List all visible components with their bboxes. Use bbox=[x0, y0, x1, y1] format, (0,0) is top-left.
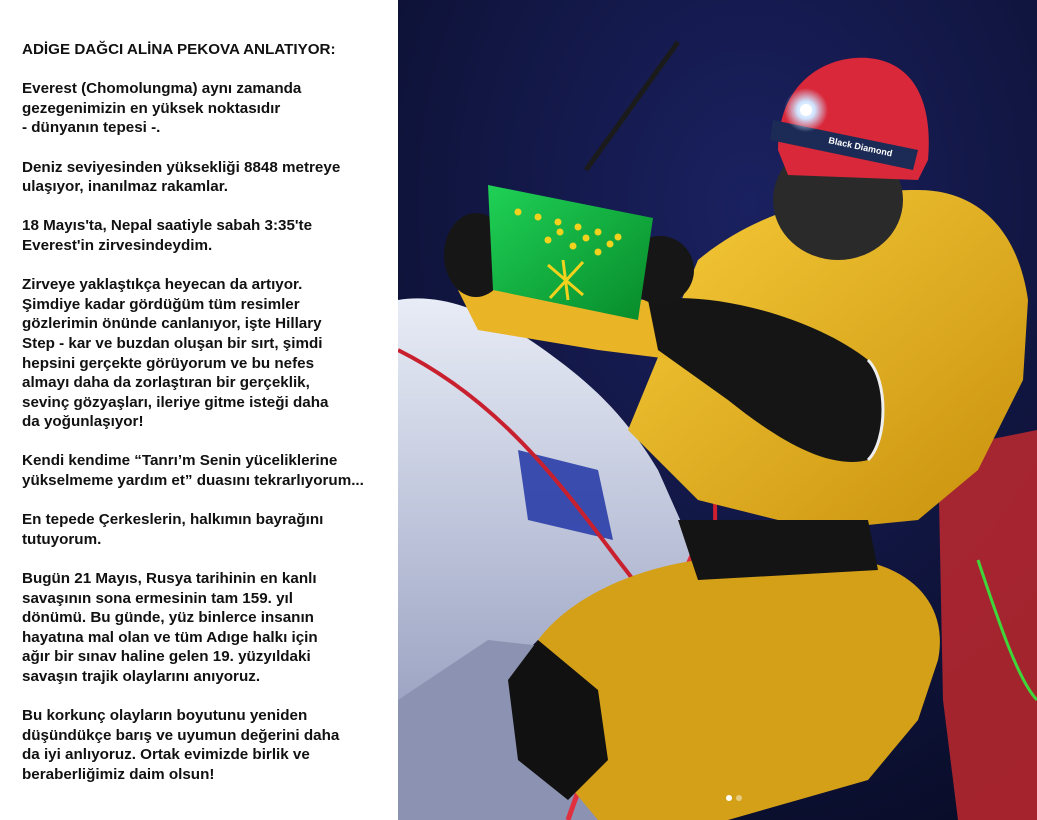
post-text-panel bbox=[0, 0, 398, 820]
post-paragraph: Deniz seviyesinden yüksekliği 8848 metreye ulaşıyor, inanılmaz rakamlar. bbox=[22, 158, 341, 196]
carousel-indicator[interactable] bbox=[726, 795, 742, 801]
post-paragraph: Kendi kendime “Tanrı’m Senin yüceliklerine yükselmeme yardım et” duasını tekrarlıyorum... bbox=[22, 452, 364, 490]
summit-photo[interactable] bbox=[398, 0, 1037, 820]
carousel-dot-1[interactable] bbox=[726, 795, 732, 801]
summit-illustration bbox=[398, 0, 1037, 820]
post-paragraph: 18 Mayıs'ta, Nepal saatiyle sabah 3:35'te Everest'in zirvesindeydim. bbox=[22, 217, 313, 254]
post-heading: ADİGE DAĞCI ALİNA PEKOVA ANLATIYOR: bbox=[22, 41, 336, 58]
headlamp-brand-label: Black Diamond bbox=[827, 135, 894, 159]
headlamp-bulb bbox=[800, 104, 812, 116]
post-paragraph: Bugün 21 Mayıs, Rusya tarihinin en kanlı savaşının sona ermesinin tam 159. yıl dönümü. Bu günde, yüz binlerce insanın hayatına mal olan ve tüm Adıge halkı için ağır bir sınav haline gelen 19. yüzyıldaki savaşın trajik olaylarını anıyoruz. bbox=[22, 570, 318, 685]
post-paragraph: Everest (Chomolungma) aynı zamanda gezegenimizin en yüksek noktasıdır - dünyanın tepesi -. bbox=[22, 80, 302, 137]
post-paragraph: Zirveye yaklaştıkça heyecan da artıyor. Şimdiye kadar gördüğüm tüm resimler gözlerimin önünde canlanıyor, işte Hillary Step - kar ve buzdan oluşan bir sırt, şimdi hepsini gerçekte görüyorum ve bu nefes almayı daha da zorlaştıran bir gerçeklik, sevinç gözyaşları, ileriye gitme isteği daha da yoğunlaşıyor! bbox=[22, 276, 329, 431]
harness bbox=[678, 520, 878, 580]
carousel-dot-2[interactable] bbox=[736, 795, 742, 801]
post-paragraph: Bu korkunç olayların boyutunu yeniden düşündükçe barış ve uyumun değerini daha da iyi anlıyoruz. Ortak evimizde birlik ve beraberliğimiz daim olsun! bbox=[22, 707, 340, 783]
post-paragraph: En tepede Çerkeslerin, halkımın bayrağını tutuyorum. bbox=[22, 511, 324, 548]
